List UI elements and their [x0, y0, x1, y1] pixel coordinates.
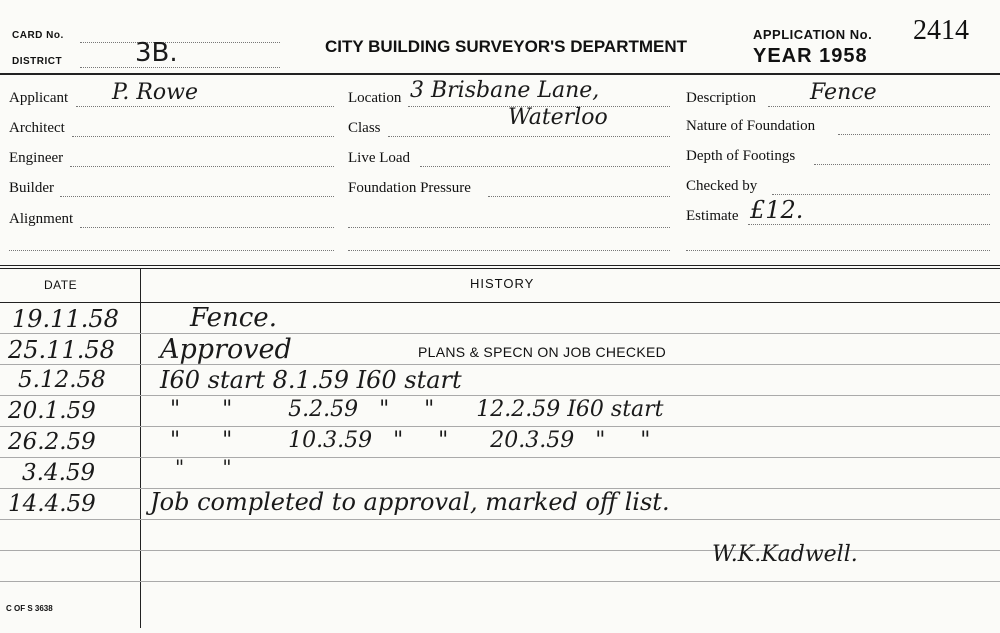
table-row-history: Job completed to approval, marked off list.: [150, 488, 670, 516]
location-label: Location: [348, 90, 402, 106]
department-title: CITY BUILDING SURVEYOR'S DEPARTMENT: [325, 37, 688, 56]
alignment-label: Alignment: [9, 211, 74, 227]
table-row-history: " " 10.3.59 " " 20.3.59 " ": [170, 428, 651, 453]
date-header: DATE: [44, 278, 78, 292]
estimate-value: £12.: [750, 196, 804, 224]
table-row-date: 5.12.58: [18, 367, 106, 393]
application-no: 2414: [913, 15, 969, 46]
table-row-history: " ": [175, 455, 232, 479]
application-no-label: APPLICATION No.: [753, 27, 873, 42]
description-value: Fence: [810, 80, 877, 105]
table-row-date: 26.2.59: [8, 429, 96, 455]
form-code: C OF S 3638: [6, 604, 53, 613]
location-value-line1: 3 Brisbane Lane,: [410, 78, 600, 103]
district-label: DISTRICT: [12, 56, 63, 67]
table-row-date: 20.1.59: [8, 398, 96, 424]
description-label: Description: [686, 90, 756, 106]
table-row-date: 25.11.58: [8, 336, 115, 364]
signature: W.K.Kadwell.: [712, 542, 858, 567]
year: YEAR 1958: [753, 45, 868, 67]
foundation-pressure-label: Foundation Pressure: [348, 180, 471, 196]
class-label: Class: [348, 120, 381, 136]
card-no-label: CARD No.: [12, 30, 64, 41]
engineer-label: Engineer: [9, 150, 64, 166]
applicant-value: P. Rowe: [112, 80, 198, 105]
table-row-history: I60 start 8.1.59 I60 start: [160, 366, 462, 394]
table-row-date: 19.11.58: [12, 305, 119, 333]
applicant-label: Applicant: [9, 90, 69, 106]
builder-label: Builder: [9, 180, 54, 196]
district-value: 3B.: [135, 38, 178, 68]
table-row-history: " " 5.2.59 " " 12.2.59 I60 start: [170, 397, 664, 422]
approval-stamp: PLANS & SPECN ON JOB CHECKED: [418, 344, 667, 360]
table-row-history: Approved: [160, 334, 292, 365]
nature-of-foundation-label: Nature of Foundation: [686, 118, 816, 134]
depth-of-footings-label: Depth of Footings: [686, 148, 796, 164]
live-load-label: Live Load: [348, 150, 411, 166]
architect-label: Architect: [9, 120, 65, 136]
table-row-date: 3.4.59: [22, 460, 96, 486]
history-header: HISTORY: [470, 276, 535, 291]
table-row-history: Fence.: [190, 303, 277, 333]
estimate-label: Estimate: [686, 208, 739, 224]
location-value-line2: Waterloo: [508, 105, 608, 130]
checked-by-label: Checked by: [686, 178, 758, 194]
table-row-date: 14.4.59: [8, 491, 96, 517]
